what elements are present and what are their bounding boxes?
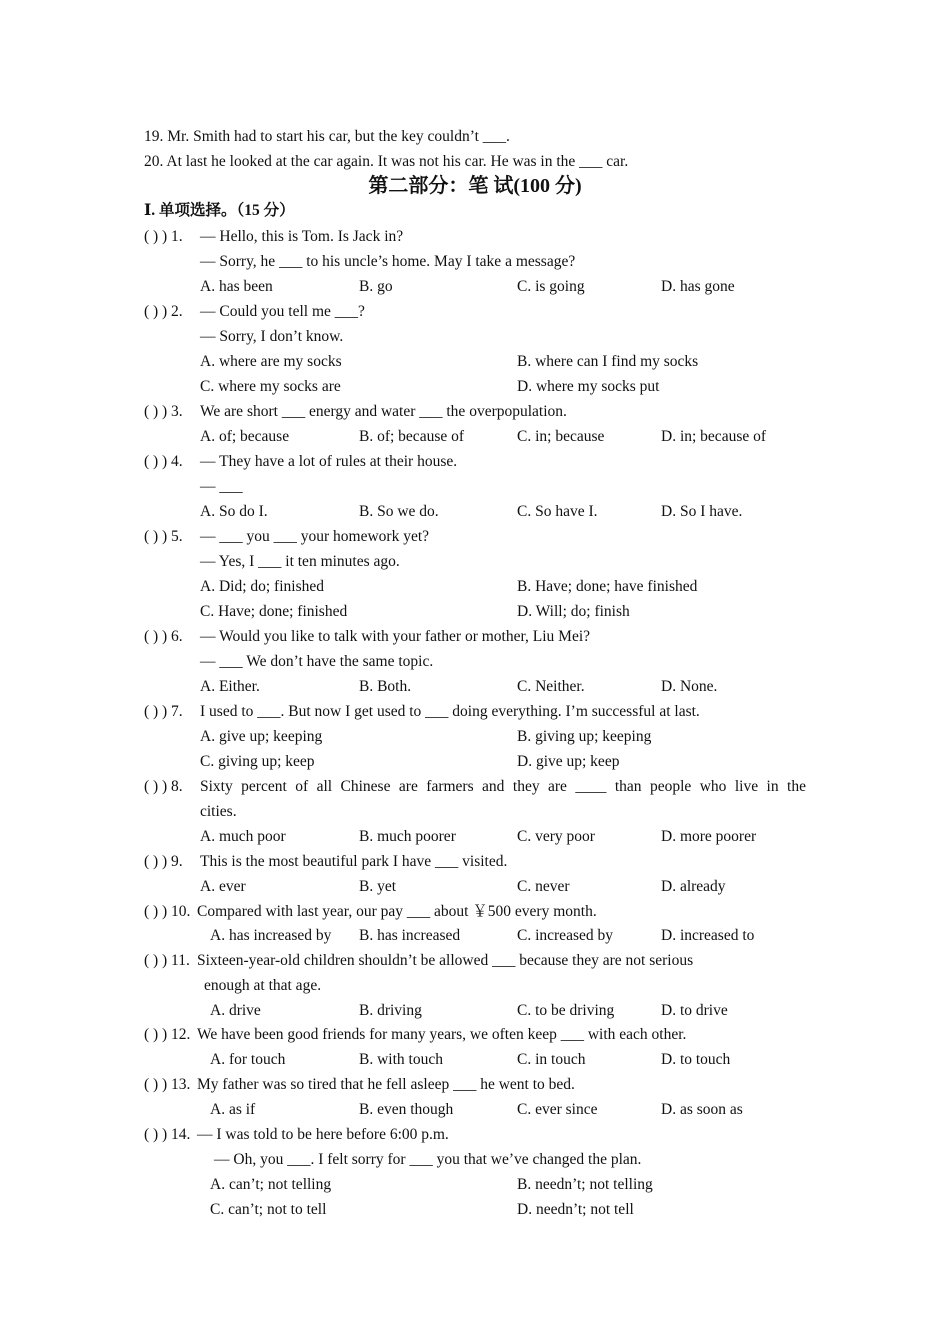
option-d: D. has gone — [661, 278, 735, 295]
option-c: C. So have I. — [517, 503, 598, 520]
answer-blank[interactable]: ( ) — [144, 228, 159, 245]
answer-blank[interactable]: ( ) — [144, 528, 159, 545]
option-c: C. in; because — [517, 428, 605, 445]
option-b: B. where can I find my socks — [517, 353, 699, 370]
option-c: C. very poor — [517, 828, 595, 845]
option-d: D. So I have. — [661, 503, 743, 520]
option-d: D. to drive — [661, 1002, 728, 1019]
option-c: C. Have; done; finished — [200, 603, 348, 620]
option-b: B. with touch — [359, 1051, 443, 1068]
option-b: B. So we do. — [359, 503, 439, 520]
answer-blank[interactable]: ( ) — [144, 853, 159, 870]
answer-blank[interactable]: ( ) — [144, 703, 159, 720]
option-d: D. needn’t; not tell — [517, 1201, 634, 1218]
question-stem: Sixteen-year-old children shouldn’t be allowed ___ because they are not serious — [197, 952, 694, 969]
question-stem: Sixty percent of all Chinese are farmers and they are ____ than people who live in the — [200, 778, 806, 795]
question-stem: — Oh, you ___. I felt sorry for ___ you that we’ve changed the plan. — [214, 1151, 642, 1168]
question-stem: I used to ___. But now I get used to ___ doing everything. I’m successful at last. — [200, 703, 700, 720]
question-number: ) 12. — [162, 1026, 191, 1043]
option-c: C. to be driving — [517, 1002, 615, 1019]
option-c: C. can’t; not to tell — [210, 1201, 327, 1218]
option-d: D. to touch — [661, 1051, 731, 1068]
section1-title: Ⅰ. 单项选择。（15 分） — [144, 202, 295, 219]
option-b: B. much poorer — [359, 828, 456, 845]
option-d: D. in; because of — [661, 428, 767, 445]
question-number: ) 13. — [162, 1076, 191, 1093]
answer-blank[interactable]: ( ) — [144, 628, 159, 645]
option-a: A. can’t; not telling — [210, 1176, 332, 1193]
question-stem: — Would you like to talk with your father or mother, Liu Mei? — [200, 628, 591, 645]
option-a: A. has been — [200, 278, 273, 295]
question-stem: We have been good friends for many years, we often keep ___ with each other. — [197, 1026, 687, 1043]
option-c: C. is going — [517, 278, 585, 295]
option-c: C. ever since — [517, 1101, 598, 1118]
question-number: ) 10. — [162, 903, 191, 920]
option-d: D. give up; keep — [517, 753, 620, 770]
answer-blank[interactable]: ( ) — [144, 952, 159, 969]
option-a: A. as if — [210, 1101, 256, 1118]
question-stem: Compared with last year, our pay ___ about ￥500 every month. — [197, 903, 597, 920]
question-stem: This is the most beautiful park I have ___ visited. — [200, 853, 508, 870]
listening-q20: 20. At last he looked at the car again. It was not his car. He was in the ___ car. — [144, 153, 629, 170]
option-d: D. already — [661, 878, 726, 895]
answer-blank[interactable]: ( ) — [144, 403, 159, 420]
question-number: ) 7. — [162, 703, 183, 720]
question-number: ) 2. — [162, 303, 183, 320]
answer-blank[interactable]: ( ) — [144, 778, 159, 795]
question-stem: My father was so tired that he fell asleep ___ he went to bed. — [197, 1076, 575, 1093]
question-stem: — I was told to be here before 6:00 p.m. — [197, 1126, 449, 1143]
option-a: A. much poor — [200, 828, 286, 845]
question-number: ) 9. — [162, 853, 183, 870]
option-b: B. of; because of — [359, 428, 465, 445]
option-a: A. ever — [200, 878, 246, 895]
option-b: B. has increased — [359, 927, 461, 944]
option-a: A. where are my socks — [200, 353, 342, 370]
question-number: ) 8. — [162, 778, 183, 795]
option-d: D. None. — [661, 678, 718, 695]
part2-title: 第二部分：笔 试(100 分) — [368, 175, 582, 197]
option-c: C. Neither. — [517, 678, 585, 695]
option-d: D. more poorer — [661, 828, 757, 845]
answer-blank[interactable]: ( ) — [144, 303, 159, 320]
answer-blank[interactable]: ( ) — [144, 1076, 159, 1093]
listening-q19: 19. Mr. Smith had to start his car, but the key couldn’t ___. — [144, 128, 510, 145]
question-stem: cities. — [200, 803, 237, 820]
option-a: A. of; because — [200, 428, 290, 445]
option-b: B. go — [359, 278, 393, 295]
option-d: D. where my socks put — [517, 378, 660, 395]
option-c: C. in touch — [517, 1051, 586, 1068]
question-stem: — They have a lot of rules at their house. — [200, 453, 458, 470]
answer-blank[interactable]: ( ) — [144, 453, 159, 470]
option-b: B. driving — [359, 1002, 422, 1019]
question-stem: We are short ___ energy and water ___ the overpopulation. — [200, 403, 567, 420]
answer-blank[interactable]: ( ) — [144, 1126, 159, 1143]
option-b: B. Have; done; have finished — [517, 578, 698, 595]
question-number: ) 4. — [162, 453, 183, 470]
option-b: B. needn’t; not telling — [517, 1176, 653, 1193]
option-d: D. increased to — [661, 927, 755, 944]
answer-blank[interactable]: ( ) — [144, 903, 159, 920]
question-stem: — ___ you ___ your homework yet? — [200, 528, 430, 545]
question-number: ) 14. — [162, 1126, 191, 1143]
option-a: A. Did; do; finished — [200, 578, 324, 595]
option-c: C. giving up; keep — [200, 753, 315, 770]
option-a: A. give up; keeping — [200, 728, 323, 745]
question-stem: — Sorry, he ___ to his uncle’s home. May I take a message? — [200, 253, 576, 270]
option-d: D. Will; do; finish — [517, 603, 630, 620]
question-number: ) 11. — [162, 952, 190, 969]
option-a: A. for touch — [210, 1051, 286, 1068]
option-a: A. drive — [210, 1002, 261, 1019]
option-a: A. has increased by — [210, 927, 332, 944]
option-a: A. So do I. — [200, 503, 268, 520]
answer-blank[interactable]: ( ) — [144, 1026, 159, 1043]
option-c: C. never — [517, 878, 570, 895]
question-number: ) 6. — [162, 628, 183, 645]
question-stem: enough at that age. — [204, 977, 322, 994]
option-c: C. increased by — [517, 927, 613, 944]
option-d: D. as soon as — [661, 1101, 743, 1118]
question-number: ) 3. — [162, 403, 183, 420]
option-a: A. Either. — [200, 678, 260, 695]
option-b: B. even though — [359, 1101, 454, 1118]
question-stem: — Sorry, I don’t know. — [200, 328, 344, 345]
question-number: ) 1. — [162, 228, 183, 245]
question-stem: — ___ We don’t have the same topic. — [200, 653, 434, 670]
question-stem: — Could you tell me ___? — [200, 303, 365, 320]
option-b: B. yet — [359, 878, 397, 895]
question-stem: — Yes, I ___ it ten minutes ago. — [200, 553, 400, 570]
option-c: C. where my socks are — [200, 378, 341, 395]
question-stem: — ___ — [200, 478, 243, 495]
option-b: B. Both. — [359, 678, 412, 695]
question-stem: — Hello, this is Tom. Is Jack in? — [200, 228, 404, 245]
question-number: ) 5. — [162, 528, 183, 545]
option-b: B. giving up; keeping — [517, 728, 652, 745]
